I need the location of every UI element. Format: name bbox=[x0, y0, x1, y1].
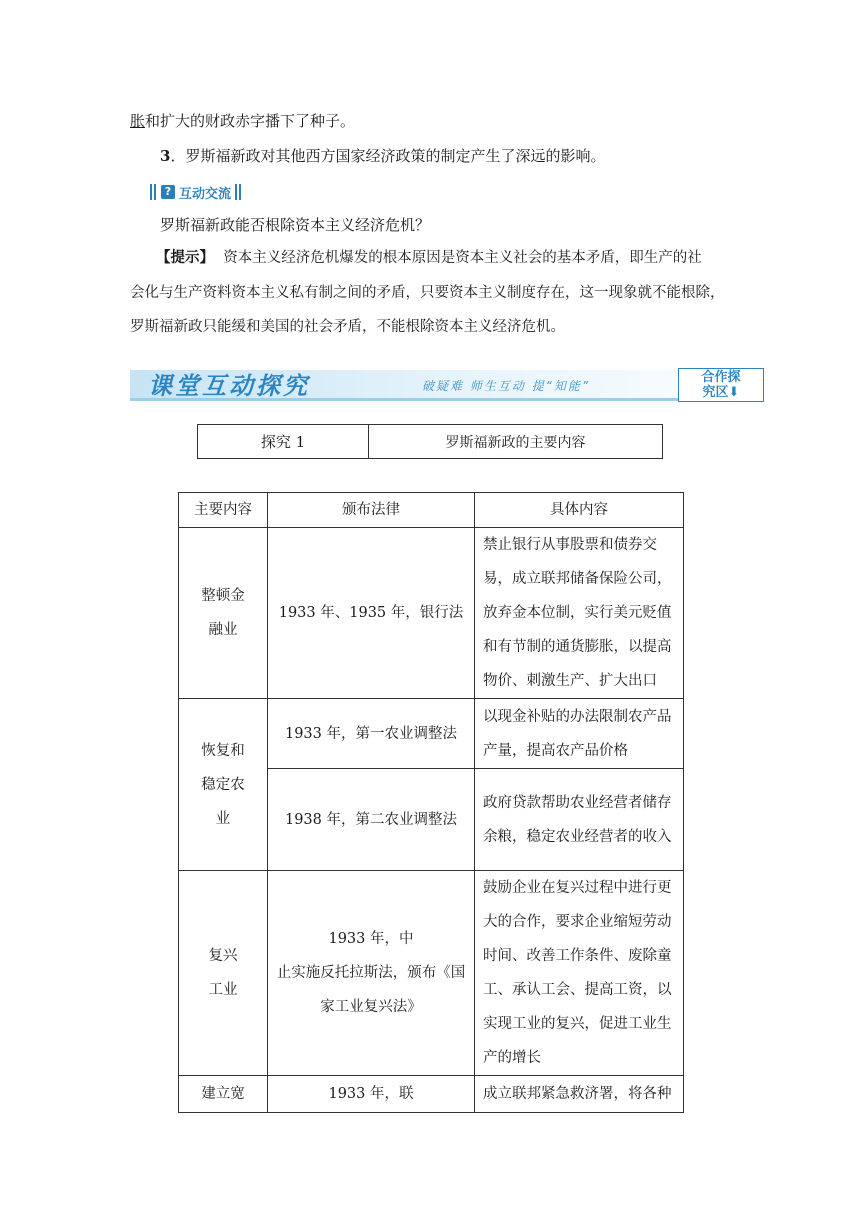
category-text: 整顿金融业 bbox=[201, 588, 245, 638]
underlined-char: 胀 bbox=[130, 112, 146, 130]
law-cell: 1933 年、1935 年，银行法 bbox=[268, 528, 475, 699]
point-3 bbox=[160, 145, 605, 167]
category-cell: 建立宽 bbox=[179, 1076, 268, 1113]
tag-bar-icon bbox=[150, 184, 152, 200]
category-text: 恢复和稳定农业 bbox=[201, 742, 245, 827]
content-text: 政府贷款帮助农业经营者储存余粮，稳定农业经营者的收入 bbox=[483, 794, 672, 845]
law-text-1: 1933 年，中 bbox=[328, 931, 414, 947]
explore-heading-table bbox=[197, 424, 663, 459]
hint-line-3: 罗斯福新政只能缓和美国的社会矛盾，不能根除资本主义经济危机。 bbox=[130, 319, 565, 335]
table-row bbox=[179, 699, 684, 769]
law-text-2: 止实施反托拉斯法，颁布《国家工业复兴法》 bbox=[276, 965, 466, 1015]
hint-text-1: 资本主义经济危机爆发的根本原因是资本主义社会的基本矛盾，即生产的社 bbox=[223, 250, 702, 266]
hint-line-2: 会化与生产资料资本主义私有制之间的矛盾，只要资本主义制度存在，这一现象就不能根除， bbox=[130, 285, 725, 301]
law-cell: 1933 年，联 bbox=[268, 1076, 475, 1113]
law-cell: 1933 年，第一农业调整法 bbox=[268, 699, 475, 769]
header-law: 颁布法律 bbox=[268, 493, 475, 528]
badge-line-1: 合作探 bbox=[701, 370, 741, 385]
banner-slogan: 破疑难 师生互动 提“知能” bbox=[422, 379, 591, 393]
table-row bbox=[179, 528, 684, 699]
content-text: 禁止银行从事股票和债券交易，成立联邦储备保险公司，放弃金本位制，实行美元贬值和有节制的通货膨胀，以提高物价、刺激生产、扩大出口 bbox=[483, 537, 672, 689]
intro-line-1-text: 和扩大的财政赤字播下了种子。 bbox=[145, 112, 356, 130]
point-3-number: 3 bbox=[160, 147, 171, 165]
banner-title: 课堂互动探究 bbox=[148, 371, 310, 400]
content-cell bbox=[475, 769, 684, 871]
category-text: 复兴工业 bbox=[208, 948, 238, 998]
category-cell bbox=[179, 699, 268, 871]
law-cell: 1938 年，第二农业调整法 bbox=[268, 769, 475, 871]
header-content: 具体内容 bbox=[475, 493, 684, 528]
table-row bbox=[179, 871, 684, 1076]
hint-line-1 bbox=[156, 247, 702, 269]
explore-topic: 罗斯福新政的主要内容 bbox=[369, 425, 663, 459]
question-icon: ? bbox=[161, 185, 175, 199]
intro-line-1 bbox=[130, 110, 355, 132]
content-cell bbox=[475, 699, 684, 769]
point-3-text: ．罗斯福新政对其他西方国家经济政策的制定产生了深远的影响。 bbox=[170, 147, 606, 165]
content-text: 以现金补贴的办法限制农产品产量，提高农产品价格 bbox=[483, 708, 672, 759]
category-cell bbox=[179, 871, 268, 1076]
category-cell bbox=[179, 528, 268, 699]
tag-bar-icon bbox=[154, 184, 156, 200]
content-cell: 成立联邦紧急救济署，将各种 bbox=[475, 1076, 684, 1113]
content-text: 鼓励企业在复兴过程中进行更大的合作，要求企业缩短劳动时间、改善工作条件、废除童工、承认工会、提高工资，以实现工业的复兴，促进工业生产的增长 bbox=[483, 880, 672, 1066]
explore-label: 探究 1 bbox=[198, 425, 369, 459]
new-deal-table bbox=[178, 492, 684, 1113]
table-row bbox=[179, 1076, 684, 1113]
tag-bar-icon bbox=[235, 184, 237, 200]
hint-label: 【提示】 bbox=[156, 250, 214, 266]
interaction-tag bbox=[150, 182, 243, 202]
tag-bar-icon bbox=[239, 184, 241, 200]
law-cell bbox=[268, 871, 475, 1076]
content-cell bbox=[475, 528, 684, 699]
interaction-question: 罗斯福新政能否根除资本主义经济危机？ bbox=[160, 216, 431, 234]
section-banner bbox=[130, 360, 766, 402]
table-header-row bbox=[179, 493, 684, 528]
content-cell bbox=[475, 871, 684, 1076]
tag-label: 互动交流 bbox=[179, 186, 232, 202]
header-category: 主要内容 bbox=[179, 493, 268, 528]
badge-line-2: 究区⬇ bbox=[702, 385, 740, 400]
cooperation-area-badge bbox=[678, 368, 764, 402]
